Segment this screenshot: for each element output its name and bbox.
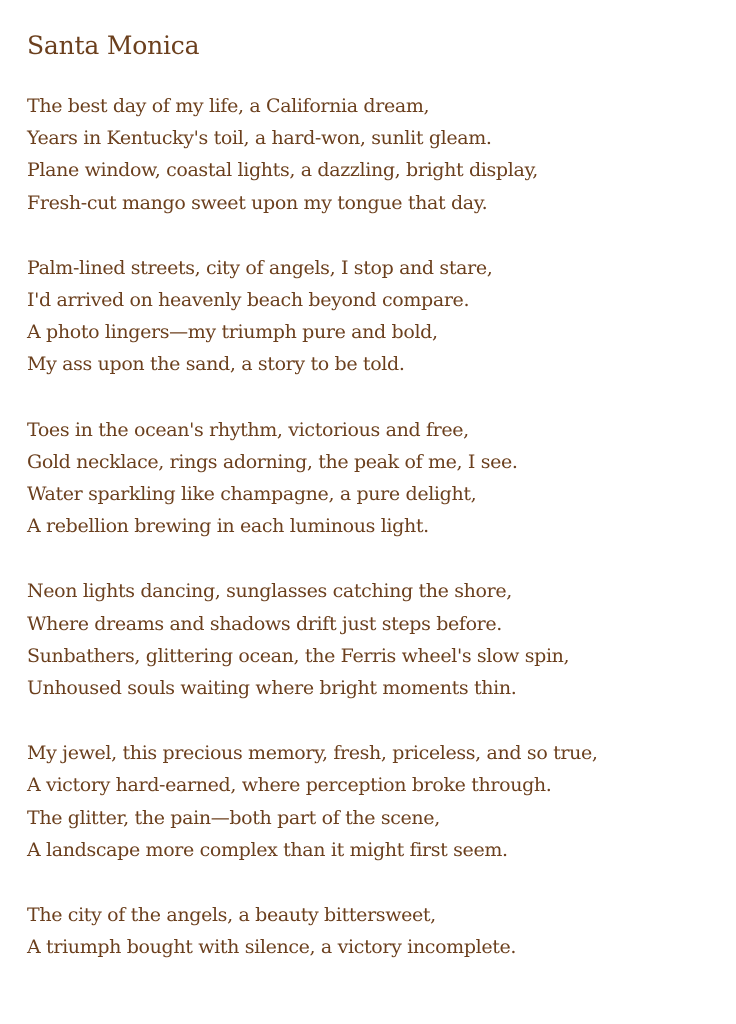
poem-line: Neon lights dancing, sunglasses catching the shore,: [27, 580, 512, 603]
poem-line: A victory hard-earned, where perception broke through.: [27, 774, 552, 797]
stanza-2: [27, 252, 732, 381]
poem-line: The city of the angels, a beauty bittersweet,: [27, 904, 436, 927]
poem-line: The glitter, the pain—both part of the scene,: [27, 806, 440, 829]
poem-line: Sunbathers, glittering ocean, the Ferris wheel's slow spin,: [27, 644, 570, 667]
poem-line: A photo lingers—my triumph pure and bold,: [27, 321, 438, 344]
poem-line: My jewel, this precious memory, fresh, priceless, and so true,: [27, 742, 598, 765]
poem-line: Years in Kentucky's toil, a hard-won, sunlit gleam.: [27, 127, 492, 150]
poem-line: Gold necklace, rings adorning, the peak of me, I see.: [27, 450, 518, 473]
poem-line: Plane window, coastal lights, a dazzling, bright display,: [27, 159, 538, 182]
poem-line: A rebellion brewing in each luminous light.: [27, 515, 429, 538]
poem-line: Toes in the ocean's rhythm, victorious and free,: [27, 418, 469, 441]
poem-line: The best day of my life, a California dream,: [27, 95, 430, 117]
poem-line: A landscape more complex than it might first seem.: [27, 838, 508, 861]
stanza-1: [27, 90, 732, 219]
poem-line: A triumph bought with silence, a victory incomplete.: [27, 936, 517, 959]
poem-line: Water sparkling like champagne, a pure delight,: [27, 483, 477, 506]
stanza-3: [27, 414, 732, 543]
poem-line: Palm-lined streets, city of angels, I stop and stare,: [27, 256, 493, 279]
poem-line: Fresh-cut mango sweet upon my tongue that day.: [27, 191, 488, 214]
stanza-4: [27, 575, 732, 704]
poem-line: Unhoused souls waiting where bright moments thin.: [27, 677, 517, 700]
poem-line: I'd arrived on heavenly beach beyond compare.: [27, 289, 470, 312]
stanza-5: [27, 737, 732, 866]
poem-page: [27, 28, 732, 996]
stanza-6: [27, 899, 732, 963]
poem-line: My ass upon the sand, a story to be told.: [27, 353, 405, 376]
poem-title: Santa Monica: [27, 31, 200, 60]
poem-line: Where dreams and shadows drift just steps before.: [27, 612, 502, 635]
